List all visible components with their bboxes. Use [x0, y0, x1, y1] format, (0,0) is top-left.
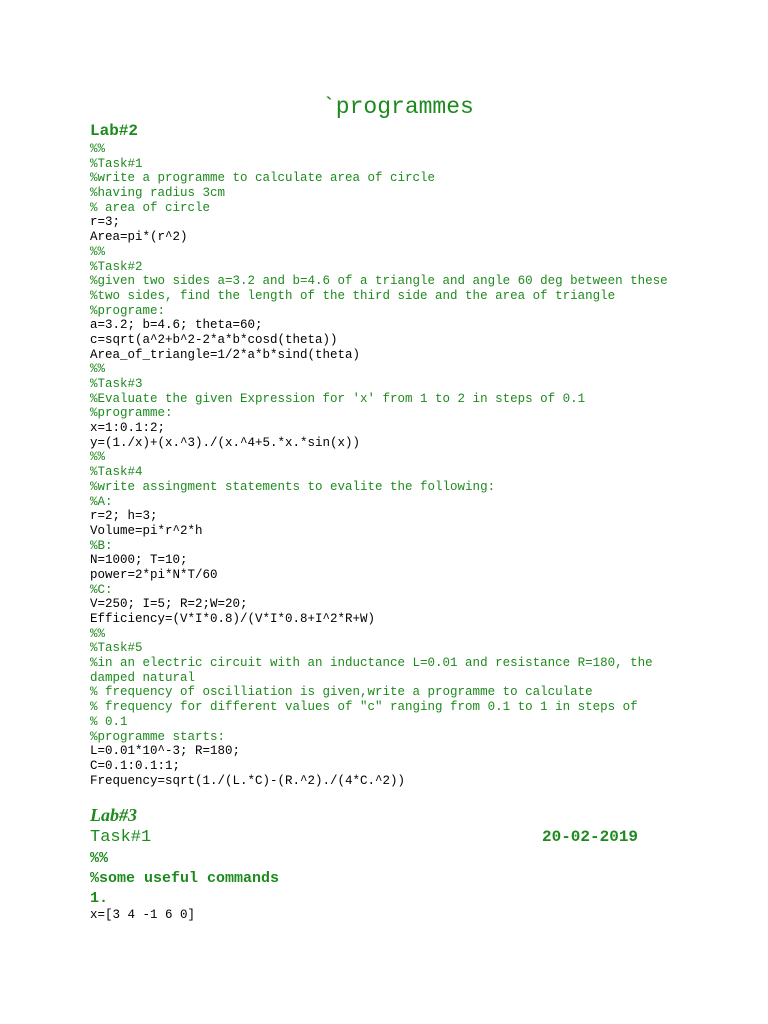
comment-line: %Task#3: [90, 377, 143, 391]
lab3-section-marker: %%: [90, 850, 109, 867]
page-title: `programmes: [322, 94, 474, 120]
comment-line: % frequency of oscilliation is given,write a programme to calculate: [90, 685, 593, 700]
comment-line: %B:: [90, 538, 113, 553]
code-line: Volume=pi*r^2*h: [90, 523, 203, 538]
comment-line: %programme:: [90, 406, 173, 421]
comment-line: %programe:: [90, 303, 166, 318]
comment-line: %write assingment statements to evalite the following:: [90, 479, 496, 494]
comment-line: %Task#5: [90, 641, 143, 656]
code-line: c=sqrt(a^2+b^2-2*a*b*cosd(theta)): [90, 332, 338, 347]
lab3-date: 20-02-2019: [542, 828, 639, 846]
comment-line: %in an electric circuit with an inductance L=0.01 and resistance R=180, the: [90, 656, 653, 671]
comment-line: %Task#1: [90, 156, 143, 171]
code-line: C=0.1:0.1:1;: [90, 758, 181, 773]
comment-line: %A:: [90, 494, 113, 509]
code-line: Area=pi*(r^2): [90, 230, 188, 245]
comment-line: %two sides, find the length of the third side and the area of triangle: [90, 288, 616, 303]
code-line: Efficiency=(V*I*0.8)/(V*I*0.8+I^2*R+W): [90, 612, 376, 626]
comment-line: %Task#4: [90, 465, 143, 480]
lab3-code-line: x=[3 4 -1 6 0]: [90, 908, 196, 922]
code-line: Area_of_triangle=1/2*a*b*sind(theta): [90, 347, 361, 362]
code-line: power=2*pi*N*T/60: [90, 567, 218, 582]
comment-line: %%: [90, 626, 106, 641]
code-line: V=250; I=5; R=2;W=20;: [90, 597, 248, 612]
lab3-heading: Lab#3: [90, 805, 137, 825]
comment-line: % frequency for different values of "c" ranging from 0.1 to 1 in steps of: [90, 700, 638, 715]
comment-line: % area of circle: [90, 200, 211, 215]
code-line: N=1000; T=10;: [90, 553, 188, 568]
lab3-comment: %some useful commands: [90, 870, 280, 887]
code-line: r=2; h=3;: [90, 509, 158, 524]
lab2-heading: Lab#2: [90, 122, 139, 140]
comment-line: %Evaluate the given Expression for 'x' from 1 to 2 in steps of 0.1: [90, 391, 586, 406]
comment-line: damped natural: [90, 670, 196, 685]
comment-line: %having radius 3cm: [90, 186, 226, 201]
code-line: r=3;: [90, 215, 121, 230]
code-line: a=3.2; b=4.6; theta=60;: [90, 318, 263, 333]
code-line: L=0.01*10^-3; R=180;: [90, 744, 241, 759]
code-line: Frequency=sqrt(1./(L.*C)-(R.^2)./(4*C.^2)): [90, 773, 406, 788]
comment-line: %%: [90, 362, 106, 377]
code-line: y=(1./x)+(x.^3)./(x.^4+5.*x.*sin(x)): [90, 435, 361, 450]
comment-line: %write a programme to calculate area of circle: [90, 171, 436, 186]
comment-line: %Task#2: [90, 259, 143, 274]
lab3-task-label: Task#1: [90, 828, 152, 847]
lab3-item-number: 1.: [90, 890, 109, 907]
comment-line: %%: [90, 450, 106, 465]
comment-line: %C:: [90, 582, 113, 597]
comment-line: %given two sides a=3.2 and b=4.6 of a triangle and angle 60 deg between these: [90, 274, 668, 289]
code-line: x=1:0.1:2;: [90, 421, 166, 436]
comment-line: %%: [90, 142, 106, 156]
comment-line: %programme starts:: [90, 729, 226, 744]
comment-line: %%: [90, 244, 106, 259]
lab2-code-block: [90, 142, 690, 788]
comment-line: % 0.1: [90, 714, 128, 729]
